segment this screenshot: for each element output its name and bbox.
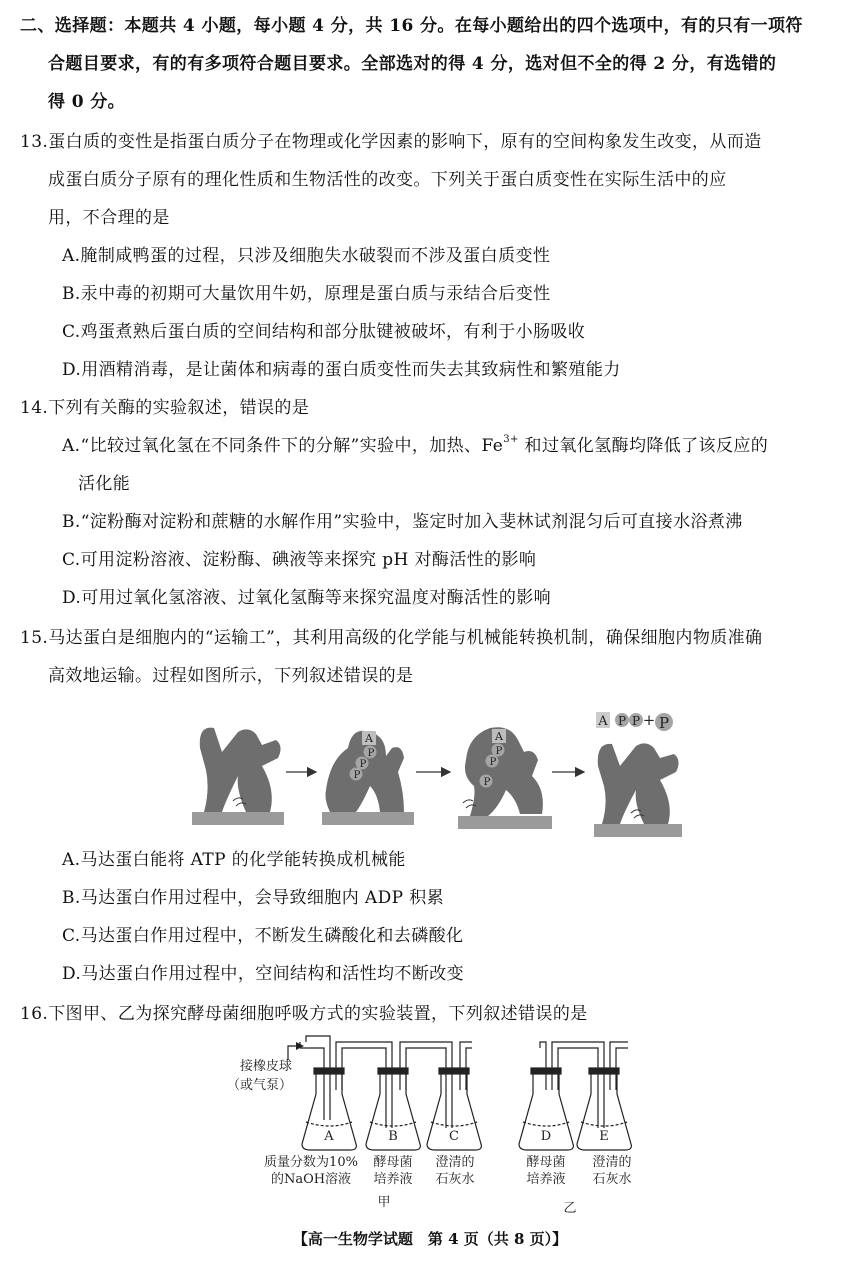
- q14-option-a-text-cont: 和过氧化氢酶均降低了该反应的: [518, 436, 769, 456]
- stage4-plus-sign: +: [642, 711, 656, 729]
- flask-a-label: A: [324, 1129, 334, 1144]
- q14-option-c: C.可用淀粉溶液、淀粉酶、碘液等来探究 pH 对酶活性的影响: [62, 550, 537, 570]
- q13-option-a: A.腌制咸鸭蛋的过程，只涉及细胞失水破裂而不涉及蛋白质变性: [62, 246, 551, 266]
- stage2-p-label-1: P: [367, 748, 375, 759]
- q13-option-c: C.鸡蛋煮熟后蛋白质的空间结构和部分肽键被破坏，有利于小肠吸收: [62, 322, 586, 342]
- q15-option-c: C.马达蛋白作用过程中，不断发生磷酸化和去磷酸化: [62, 926, 464, 946]
- pump-label-1: 接橡皮球: [239, 1059, 292, 1074]
- q14-option-a-text: A.“比较过氧化氢在不同条件下的分解”实验中，加热、Fe: [62, 436, 504, 456]
- apparatus-yi-label: 乙: [563, 1201, 577, 1216]
- q15-stem-line1: 15.马达蛋白是细胞内的“运输工”，其利用高级的化学能与机械能转换机制，确保细胞内物质准确: [20, 628, 763, 648]
- solution-b-label-2: 培养液: [373, 1172, 413, 1187]
- solution-a-label-1: 质量分数为10%: [264, 1155, 358, 1170]
- q15-option-d: D.马达蛋白作用过程中，空间结构和活性均不断改变: [62, 964, 465, 984]
- q14-option-d: D.可用过氧化氢溶液、过氧化氢酶等来探究温度对酶活性的影响: [62, 588, 552, 608]
- solution-b-label-1: 酵母菌: [373, 1155, 413, 1170]
- q13-option-d: D.用酒精消毒，是让菌体和病毒的蛋白质变性而失去其致病性和繁殖能力: [62, 360, 621, 380]
- section-heading-line2: 合题目要求，有的有多项符合题目要求。全部选对的得 4 分，选对但不全的得 2 分，有选错的: [48, 54, 777, 74]
- stage2-a-label: A: [365, 732, 373, 745]
- q13-stem-line3: 用，不合理的是: [48, 208, 170, 228]
- stage3-a-label: A: [495, 730, 503, 743]
- q13-stem-line1: 13.蛋白质的变性是指蛋白质分子在物理或化学因素的影响下，原有的空间构象发生改变，从而造: [20, 132, 762, 152]
- stage2-p-label-2: P: [359, 759, 367, 770]
- q14-option-a-superscript: 3+: [503, 434, 519, 446]
- q14-option-a-line2: 活化能: [78, 474, 131, 494]
- stage4-p-label-2: P: [631, 714, 641, 728]
- stage4-p-label-1: P: [617, 714, 627, 728]
- solution-e-label-2: 石灰水: [592, 1172, 632, 1187]
- pump-label-2: （或气泵）: [226, 1078, 292, 1093]
- apparatus-jia-label: 甲: [377, 1195, 391, 1210]
- flask-d-label: D: [540, 1129, 552, 1144]
- flask-e-label: E: [599, 1129, 609, 1144]
- stage3-p-label-2: P: [489, 757, 497, 768]
- q14-option-b: B.“淀粉酶对淀粉和蔗糖的水解作用”实验中，鉴定时加入斐林试剂混匀后可直接水浴煮沸: [62, 512, 743, 532]
- flask-c-label: C: [449, 1129, 459, 1144]
- q15-option-a: A.马达蛋白能将 ATP 的化学能转换成机械能: [62, 850, 406, 870]
- q15-stem-line2: 高效地运输。过程如图所示，下列叙述错误的是: [48, 666, 414, 686]
- solution-d-label-2: 培养液: [526, 1172, 566, 1187]
- flask-b-label: B: [388, 1129, 398, 1144]
- stage3-p-label-1: P: [495, 746, 503, 757]
- q15-option-b: B.马达蛋白作用过程中，会导致细胞内 ADP 积累: [62, 888, 445, 908]
- q13-option-b: B.汞中毒的初期可大量饮用牛奶，原理是蛋白质与汞结合后变性: [62, 284, 551, 304]
- stage3-p-label-3: P: [483, 777, 491, 788]
- q13-stem-line2: 成蛋白质分子原有的理化性质和生物活性的改变。下列关于蛋白质变性在实际生活中的应: [48, 170, 727, 190]
- solution-d-label-1: 酵母菌: [526, 1155, 566, 1170]
- section-heading-line1: 二、选择题：本题共 4 小题，每小题 4 分，共 16 分。在每小题给出的四个选项中，有的只有一项符: [20, 16, 803, 36]
- solution-a-label-2: 的NaOH溶液: [270, 1172, 352, 1187]
- page-footer: 【高一生物学试题 第 4 页（共 8 页）】: [292, 1230, 568, 1248]
- solution-c-label-1: 澄清的: [435, 1155, 475, 1170]
- solution-c-label-2: 石灰水: [435, 1172, 475, 1187]
- q16-stem: 16.下图甲、乙为探究酵母菌细胞呼吸方式的实验装置，下列叙述错误的是: [20, 1004, 588, 1024]
- stage2-p-label-3: P: [353, 770, 361, 781]
- stage4-a-label: A: [598, 714, 608, 729]
- section-heading-line3: 得 0 分。: [48, 92, 126, 112]
- solution-e-label-1: 澄清的: [592, 1155, 632, 1170]
- q14-stem: 14.下列有关酶的实验叙述，错误的是: [20, 398, 310, 418]
- stage4-free-p-label: P: [658, 714, 670, 732]
